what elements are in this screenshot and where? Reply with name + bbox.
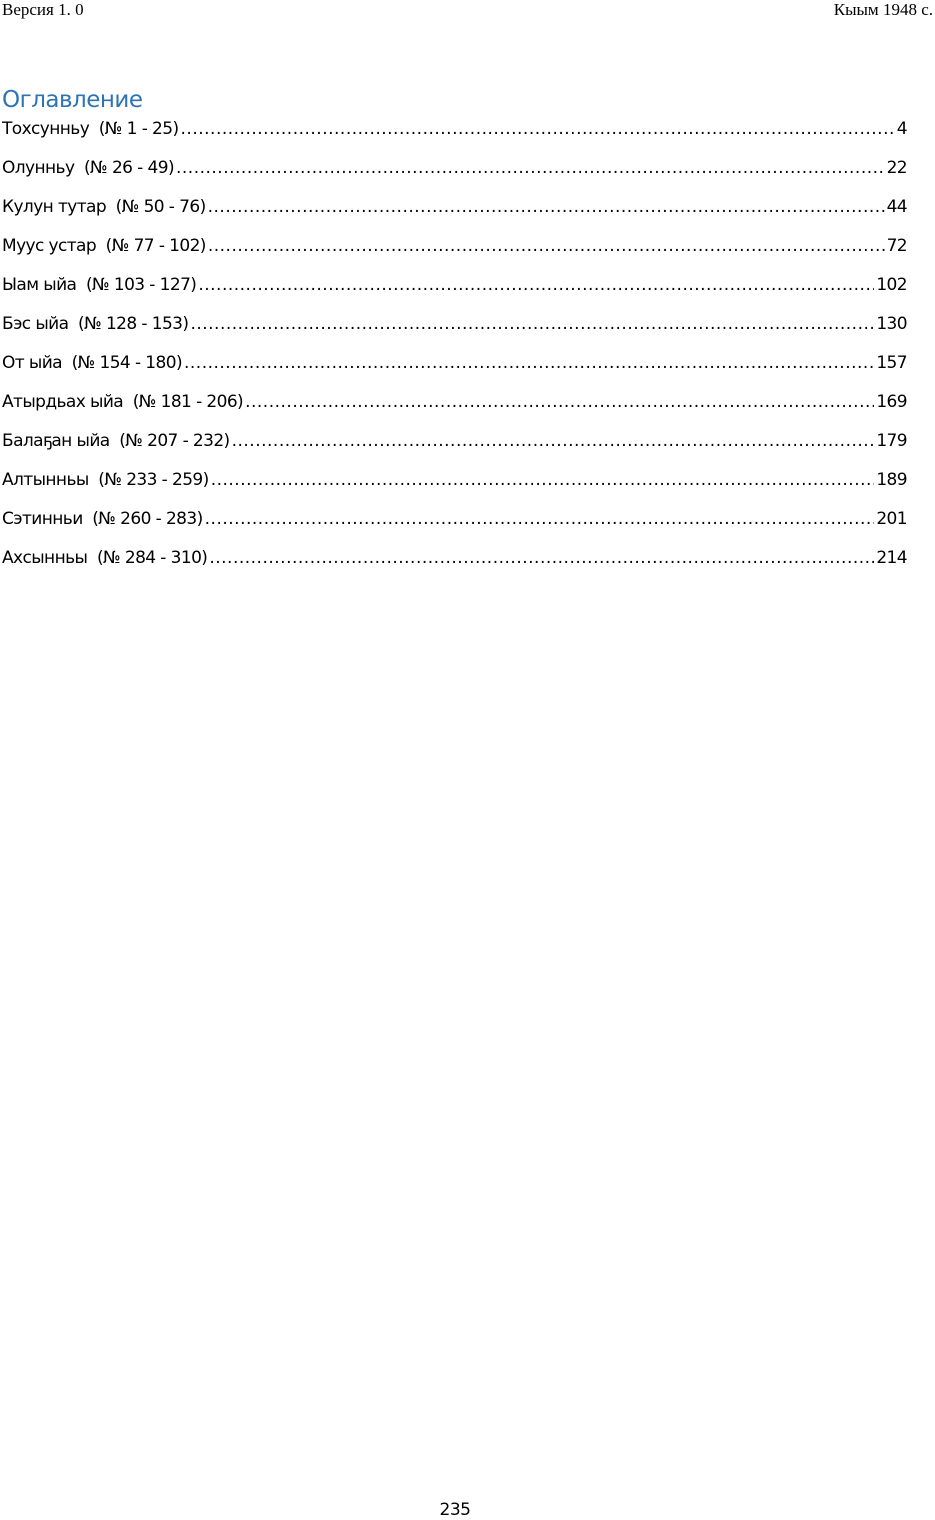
toc-entry[interactable] [2, 313, 907, 352]
toc-entry-page: 201 [876, 509, 907, 529]
toc-entry-title: Сэтинньи (№ 260 - 283) [2, 509, 203, 529]
toc-entry-title: От ыйа (№ 154 - 180) [2, 353, 182, 373]
toc-entry[interactable] [2, 118, 907, 157]
toc-entry-page: 214 [876, 548, 907, 568]
toc-list [2, 118, 907, 586]
table-of-contents [2, 84, 907, 586]
toc-dot-leader [205, 508, 875, 530]
toc-entry-page: 22 [886, 158, 907, 178]
toc-entry-page: 157 [876, 353, 907, 373]
toc-entry-page: 189 [876, 470, 907, 490]
toc-entry-page: 130 [876, 314, 907, 334]
toc-entry[interactable] [2, 508, 907, 547]
toc-dot-leader [184, 352, 874, 374]
toc-heading: Оглавление [2, 87, 143, 113]
page-number: 235 [439, 1500, 471, 1520]
toc-dot-leader [190, 313, 874, 335]
toc-entry-page: 179 [876, 431, 907, 451]
toc-entry-title: Тохсунньу (№ 1 - 25) [2, 119, 179, 139]
toc-dot-leader [176, 157, 885, 179]
running-header [0, 0, 935, 24]
toc-entry-page: 4 [896, 119, 907, 139]
toc-entry-title: Атырдьах ыйа (№ 181 - 206) [2, 392, 244, 412]
toc-dot-leader [198, 274, 874, 296]
toc-dot-leader [209, 547, 874, 569]
toc-entry-title: Ахсынньы (№ 284 - 310) [2, 548, 208, 568]
toc-entry-title: Олунньу (№ 26 - 49) [2, 158, 174, 178]
publication-label: Кыым 1948 с. [833, 0, 933, 19]
toc-dot-leader [211, 469, 875, 491]
toc-entry[interactable] [2, 352, 907, 391]
toc-entry-title: Балаҕан ыйа (№ 207 - 232) [2, 431, 230, 451]
toc-entry[interactable] [2, 391, 907, 430]
toc-entry[interactable] [2, 196, 907, 235]
toc-entry-title: Кулун тутар (№ 50 - 76) [2, 197, 206, 217]
toc-entry[interactable] [2, 157, 907, 196]
toc-entry[interactable] [2, 430, 907, 469]
version-label: Версия 1. 0 [2, 0, 84, 19]
toc-entry-page: 44 [886, 197, 907, 217]
toc-dot-leader [232, 430, 875, 452]
toc-dot-leader [208, 196, 885, 218]
toc-entry-title: Бэс ыйа (№ 128 - 153) [2, 314, 189, 334]
toc-entry-page: 169 [876, 392, 907, 412]
toc-entry[interactable] [2, 469, 907, 508]
toc-entry-title: Алтынньы (№ 233 - 259) [2, 470, 209, 490]
toc-entry-title: Муус устар (№ 77 - 102) [2, 236, 206, 256]
toc-dot-leader [245, 391, 874, 413]
toc-dot-leader [181, 118, 895, 140]
toc-entry[interactable] [2, 235, 907, 274]
toc-entry[interactable] [2, 547, 907, 586]
toc-entry-title: Ыам ыйа (№ 103 - 127) [2, 275, 197, 295]
toc-dot-leader [208, 235, 885, 257]
toc-entry[interactable] [2, 274, 907, 313]
toc-entry-page: 72 [886, 236, 907, 256]
toc-entry-page: 102 [876, 275, 907, 295]
